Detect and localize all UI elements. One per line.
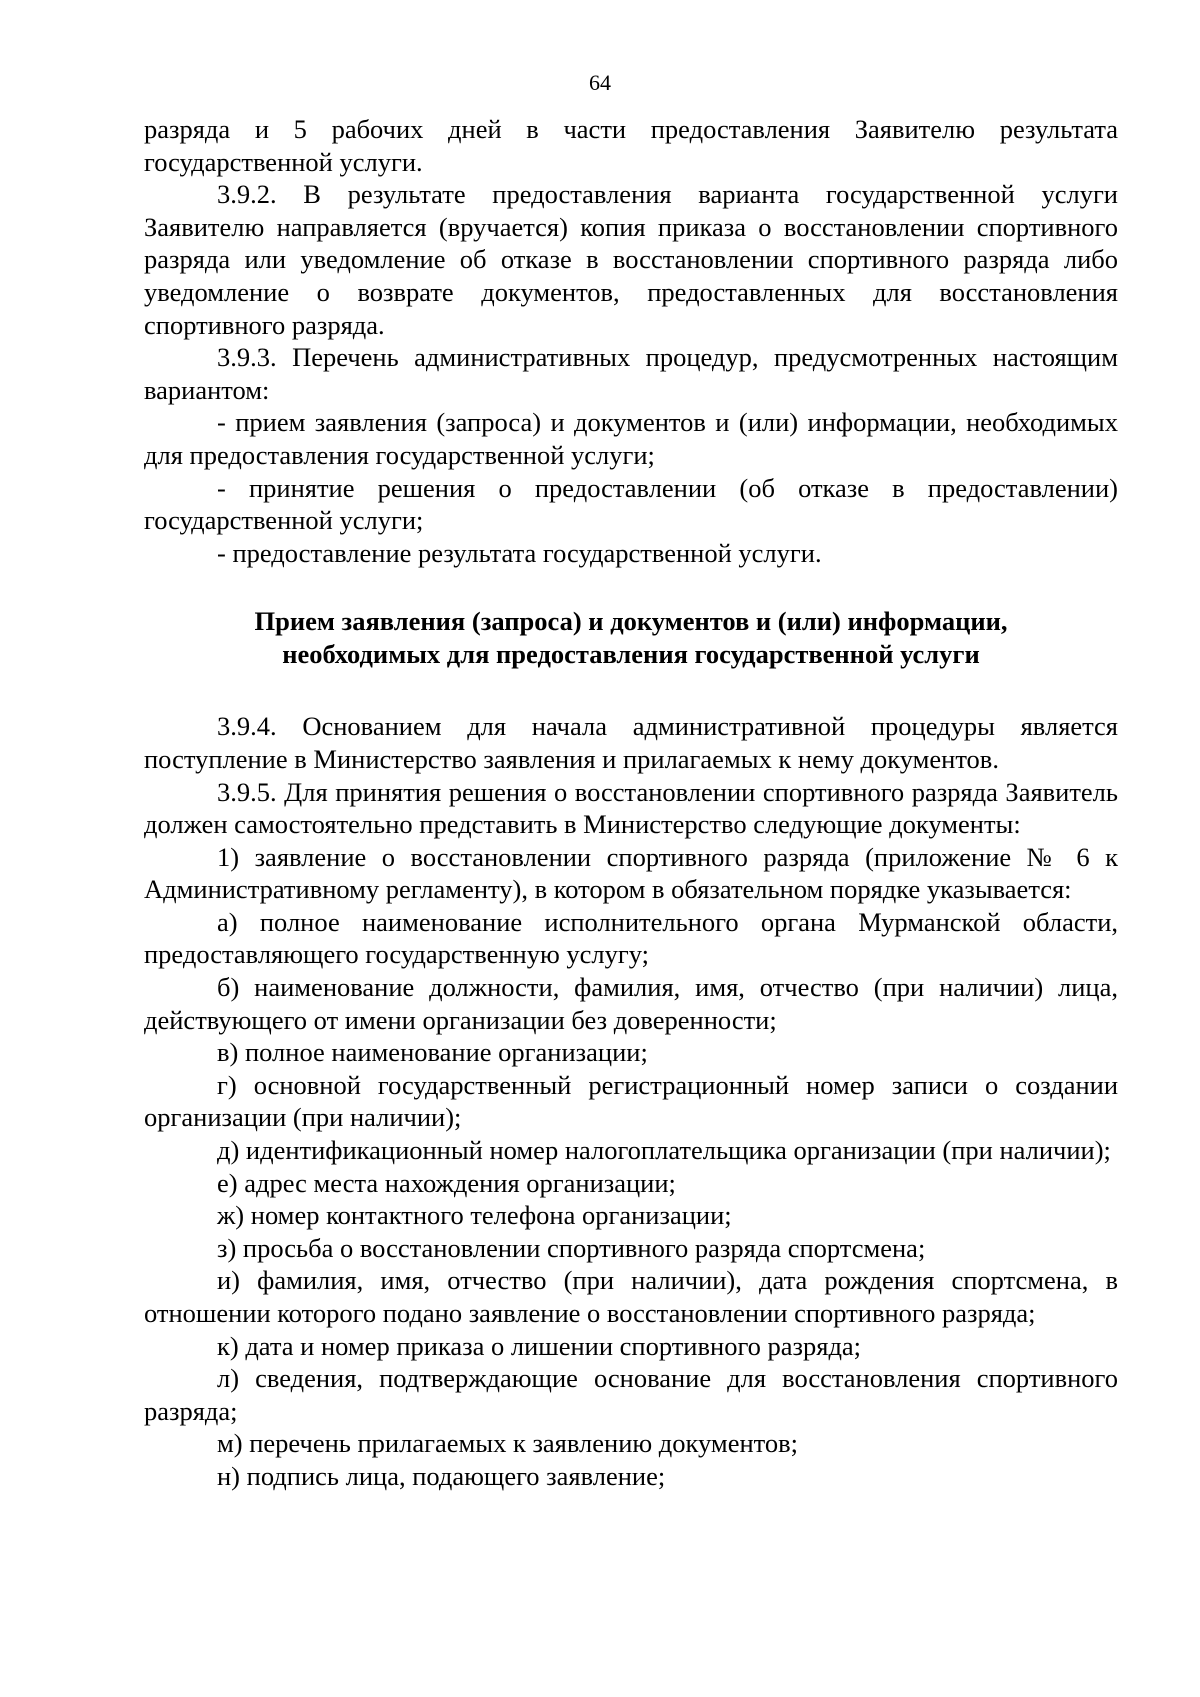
paragraph: г) основной государственный регистрационный номер записи о создании организации (при наличии); xyxy=(144,1069,1118,1133)
paragraph: л) сведения, подтверждающие основание для восстановления спортивного разряда; xyxy=(144,1363,1118,1426)
paragraph: е) адрес места нахождения организации; xyxy=(217,1167,676,1198)
section-3-9-intro xyxy=(144,113,1118,569)
section-heading-line-1: Прием заявления (запроса) и документов и (или) информации, xyxy=(254,606,1008,637)
paragraph: 3.9.4. Основанием для начала административной процедуры является поступление в Министерство заявления и прилагаемых к нему документов. xyxy=(144,711,1118,774)
paragraph: з) просьба о восстановлении спортивного разряда спортсмена; xyxy=(217,1232,926,1263)
paragraph: ж) номер контактного телефона организации; xyxy=(217,1200,732,1231)
paragraph: 1) заявление о восстановлении спортивного разряда (приложение № 6 к Административному регламенту), в котором в обязательном порядке указывается: xyxy=(144,841,1118,905)
paragraph: - принятие решения о предоставлении (об отказе в предоставлении) государственной услуги; xyxy=(144,472,1118,536)
paragraph: б) наименование должности, фамилия, имя, отчество (при наличии) лица, действующего от имени организации без доверенности; xyxy=(144,972,1118,1035)
paragraph: в) полное наименование организации; xyxy=(217,1037,648,1068)
section-heading xyxy=(144,605,1118,671)
paragraph: к) дата и номер приказа о лишении спортивного разряда; xyxy=(217,1330,862,1361)
paragraph: 3.9.3. Перечень административных процедур, предусмотренных настоящим вариантом: xyxy=(144,342,1118,405)
paragraph: д) идентификационный номер налогоплательщика организации (при наличии); xyxy=(217,1135,1111,1166)
paragraph: а) полное наименование исполнительного органа Мурманской области, предоставляющего государственную услугу; xyxy=(144,906,1118,970)
paragraph: м) перечень прилагаемых к заявлению документов; xyxy=(217,1428,798,1459)
paragraph: 3.9.2. В результате предоставления варианта государственной услуги Заявителю направляется (вручается) копия приказа о восстановлении спортивного разряда или уведомление об отказе в восстановлении спортивного разряда либо уведомление о возврате документов, предоставленных для восстановления спортивного разряда. xyxy=(144,179,1118,340)
paragraph: 3.9.5. Для принятия решения о восстановлении спортивного разряда Заявитель должен самостоятельно представить в Министерство следующие документы: xyxy=(144,776,1118,840)
paragraph: - прием заявления (запроса) и документов и (или) информации, необходимых для предоставления государственной услуги; xyxy=(144,407,1118,470)
paragraph: н) подпись лица, подающего заявление; xyxy=(217,1460,666,1491)
paragraph: - предоставление результата государственной услуги. xyxy=(217,537,822,568)
page-number: 64 xyxy=(589,70,611,95)
section-3-9-details xyxy=(144,710,1118,1492)
document-body xyxy=(144,113,1118,1493)
paragraph: разряда и 5 рабочих дней в части предоставления Заявителю результата государственной услуги. xyxy=(144,114,1118,177)
paragraph: и) фамилия, имя, отчество (при наличии), дата рождения спортсмена, в отношении которого подано заявление о восстановлении спортивного разряда; xyxy=(144,1265,1118,1328)
section-heading-line-2: необходимых для предоставления государственной услуги xyxy=(282,639,980,670)
